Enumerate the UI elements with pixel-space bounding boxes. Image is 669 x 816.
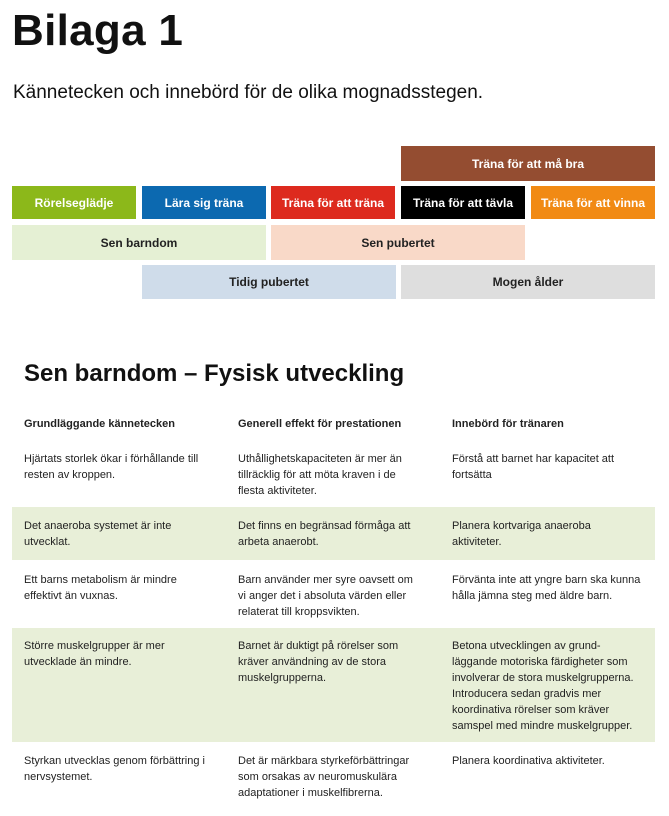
table-cell — [226, 638, 440, 742]
stage-label: Träna för att tävla — [412, 195, 514, 210]
cell-line: utvecklat. — [24, 536, 71, 548]
stage-sen-barndom — [12, 225, 266, 260]
cell-line: koordinativa rörelser som kräver — [452, 704, 610, 716]
cell-line: effektivt än vuxnas. — [24, 590, 118, 602]
stage-label: Tidig pubertet — [229, 275, 309, 289]
table-cell — [12, 572, 226, 627]
table-header-row — [12, 405, 655, 440]
table-cell — [226, 753, 440, 809]
cell-line: Barn använder mer syre oavsett om — [238, 574, 413, 586]
cell-line: Det är märkbara styrkeförbättringar — [238, 755, 410, 767]
table-cell — [226, 572, 440, 627]
cell-line: tillräcklig för att möta kraven i de — [238, 469, 396, 481]
cell-line: Hjärtats storlek ökar i förhållande till — [24, 453, 199, 465]
stage-mogen-alder — [401, 265, 655, 299]
cell-line: Ett barns metabolism är mindre — [24, 574, 177, 586]
table-row — [12, 743, 655, 809]
table-cell — [226, 451, 440, 506]
cell-line: Det anaeroba systemet är inte — [24, 520, 172, 532]
stage-trana-for-att-vinna — [531, 186, 655, 219]
stage-label: Träna för att vinna — [540, 195, 646, 210]
stage-label: Sen pubertet — [361, 235, 435, 250]
stage-lara-sig-trana — [142, 186, 266, 219]
cell-line: Betona utvecklingen av grund- — [452, 640, 601, 652]
table-cell — [440, 638, 655, 742]
stage-label: Mogen ålder — [492, 275, 564, 289]
cell-line: nervsystemet. — [24, 771, 93, 783]
cell-line: Barnet är duktigt på rörelser som — [238, 640, 399, 652]
cell-line: Introducera sedan gradvis mer — [452, 688, 602, 700]
section-title: Sen barndom – Fysisk utveckling — [24, 360, 405, 387]
page-subtitle: Kännetecken och innebörd för de olika mognadsstegen. — [13, 82, 484, 103]
stage-sen-pubertet — [271, 225, 525, 260]
stage-rorelseglladje — [12, 186, 136, 219]
stage-label: Träna för att träna — [281, 195, 385, 210]
column-header: Grundläggande kännetecken — [24, 418, 175, 430]
cell-line: kräver användning av de stora — [238, 656, 386, 668]
cell-line: som orsakas av neuromuskulära — [238, 771, 397, 783]
cell-line: muskelgrupperna. — [238, 672, 327, 684]
table-row — [12, 440, 655, 506]
table-row — [12, 561, 655, 627]
stage-label: Rörelseglädje — [34, 195, 114, 210]
stage-trana-for-att-tavla — [401, 186, 525, 219]
cell-line: resten av kroppen. — [24, 469, 116, 481]
column-header: Innebörd för tränaren — [452, 418, 564, 430]
cell-line: fortsätta — [452, 469, 492, 481]
cell-line: samspel med mindre muskelgrupper. — [452, 720, 633, 732]
cell-line: Planera koordinativa aktiviteter. — [452, 755, 605, 767]
cell-line: utvecklade än mindre. — [24, 656, 132, 668]
table-row — [12, 507, 655, 560]
cell-line: Planera kortvariga anaeroba — [452, 520, 591, 532]
cell-line: Uthållighetskapaciteten är mer än — [238, 453, 402, 465]
page-title: Bilaga 1 — [12, 6, 184, 55]
stage-label: Lära sig träna — [164, 195, 244, 210]
cell-line: relaterat till kroppsvikten. — [238, 606, 360, 618]
stage-label: Sen barndom — [100, 235, 178, 250]
cell-line: aktiviteter. — [452, 536, 502, 548]
table-cell — [226, 518, 440, 560]
cell-line: arbeta anaerobt. — [238, 536, 319, 548]
cell-line: Förvänta inte att yngre barn ska kunna — [452, 574, 641, 586]
cell-line: Det finns en begränsad förmåga att — [238, 520, 411, 532]
table-cell — [12, 638, 226, 742]
cell-line: Förstå att barnet har kapacitet att — [452, 453, 615, 465]
table-cell — [440, 518, 655, 560]
table-row — [12, 628, 655, 742]
column-header: Generell effekt för prestationen — [238, 418, 402, 430]
cell-line: Större muskelgrupper är mer — [24, 640, 165, 652]
cell-line: flesta aktiviteter. — [238, 485, 317, 497]
table-cell — [12, 518, 226, 560]
cell-line: Styrkan utvecklas genom förbättring i — [24, 755, 205, 767]
stage-trana-for-att-ma-bra — [401, 146, 655, 181]
table-cell — [440, 753, 655, 809]
cell-line: adaptationer i muskelfibrerna. — [238, 787, 383, 799]
stage-tidig-pubertet — [142, 265, 396, 299]
cell-line: läggande motoriska färdigheter som — [452, 656, 628, 668]
cell-line: vi anger det i absoluta värden eller — [238, 590, 407, 602]
table-cell — [440, 572, 655, 627]
table-cell — [12, 451, 226, 506]
cell-line: hålla jämna steg med äldre barn. — [452, 590, 613, 602]
table-cell — [12, 753, 226, 809]
table-cell — [440, 451, 655, 506]
cell-line: involverar de stora muskelgrupperna. — [452, 672, 634, 684]
stage-label: Träna för att må bra — [471, 156, 585, 171]
stage-trana-for-att-trana — [271, 186, 395, 219]
